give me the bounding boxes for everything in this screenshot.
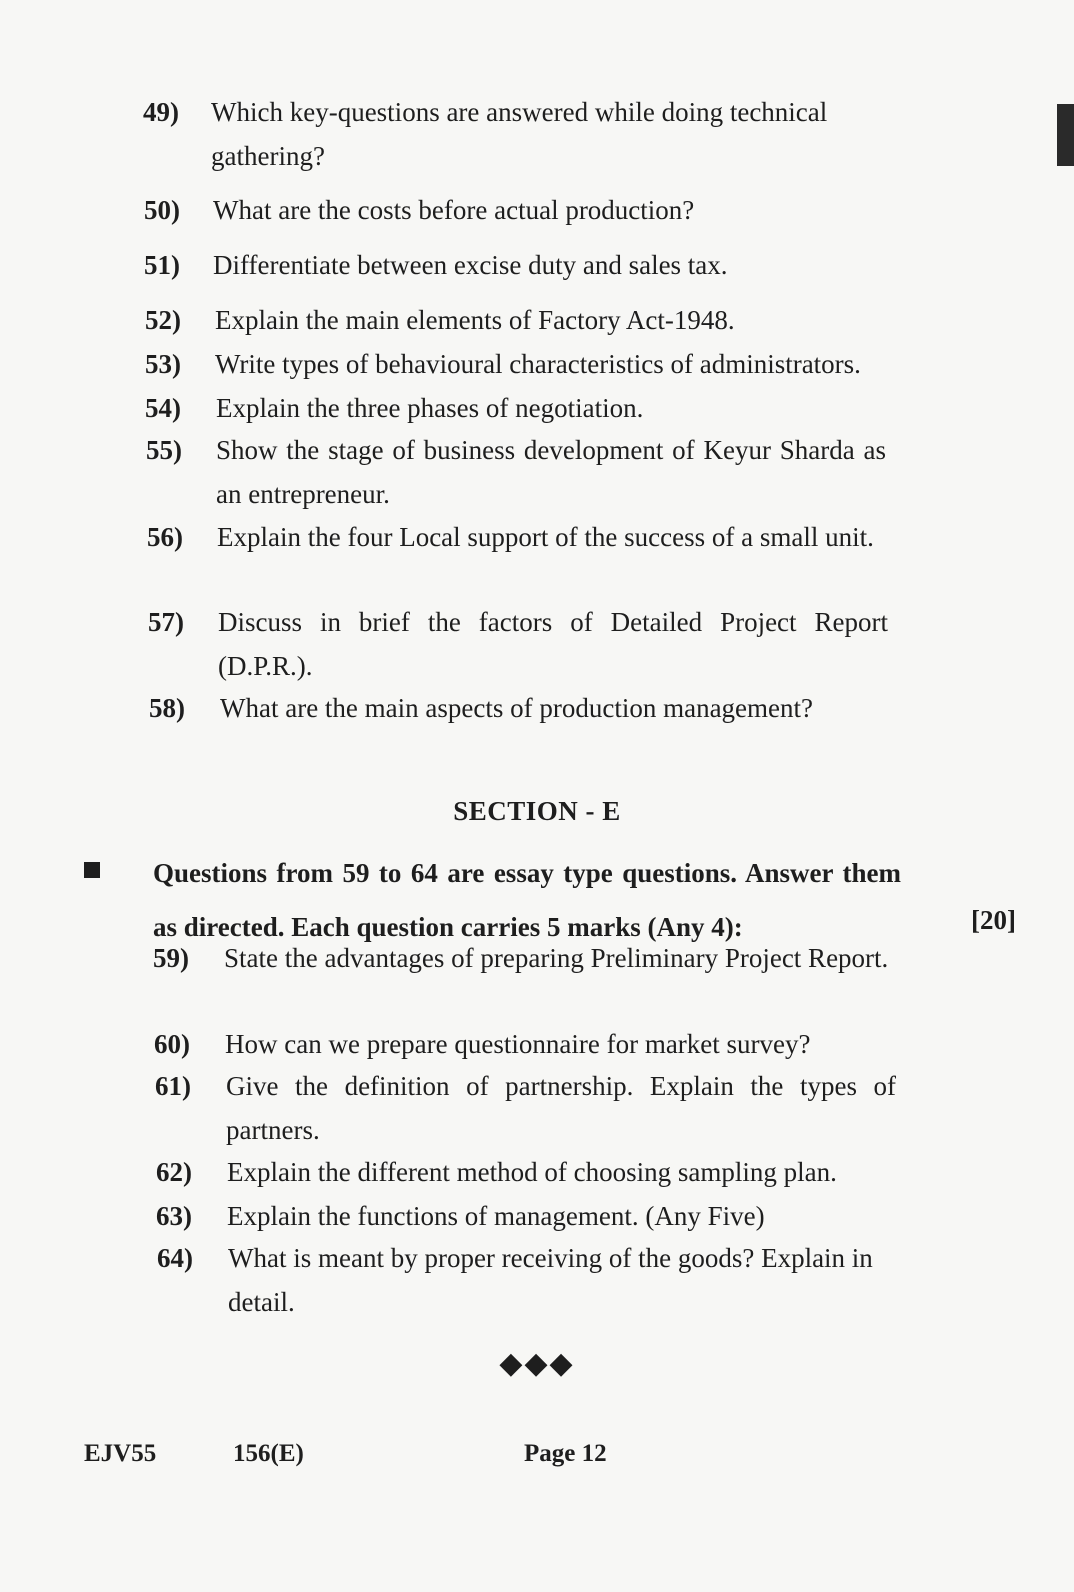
question-number: 54) (145, 393, 181, 423)
question-number: 64) (157, 1243, 193, 1273)
question-number: 52) (145, 305, 181, 335)
section-title: SECTION - E (453, 796, 621, 826)
question-number: 63) (156, 1201, 192, 1231)
question-text: What is meant by proper receiving of the goods? Explain in detail. (228, 1243, 873, 1317)
question-number: 55) (146, 435, 182, 465)
question-text: Show the stage of business development of Keyur Sharda as an entrepreneur. (216, 435, 886, 509)
question-text: What are the main aspects of production management? (220, 693, 814, 723)
question-text: Discuss in brief the factors of Detailed Project Report (D.P.R.). (218, 607, 888, 681)
footer-paper-number: 156(E) (233, 1440, 304, 1467)
question-number: 53) (145, 349, 181, 379)
question-number: 59) (153, 943, 189, 973)
question-text: Explain the different method of choosing sampling plan. (227, 1157, 837, 1187)
section-instruction: Questions from 59 to 64 are essay type questions. Answer them as directed. Each question carries 5 marks (Any 4): (153, 858, 901, 942)
question-number: 51) (144, 250, 180, 280)
question-text: Differentiate between excise duty and sales tax. (213, 250, 728, 280)
question-text: Explain the three phases of negotiation. (216, 393, 644, 423)
question-number: 50) (144, 195, 180, 225)
question-text: Give the definition of partnership. Explain the types of partners. (226, 1071, 896, 1145)
question-number: 49) (143, 97, 179, 127)
edge-marker (1057, 104, 1074, 166)
question-text: Which key-questions are answered while doing technical gathering? (211, 97, 828, 171)
section-marks: [20] (971, 905, 1016, 935)
question-number: 61) (155, 1071, 191, 1101)
question-text: State the advantages of preparing Preliminary Project Report. (224, 943, 889, 973)
question-number: 57) (148, 607, 184, 637)
question-number: 56) (147, 522, 183, 552)
question-text: Write types of behavioural characteristics of administrators. (215, 349, 861, 379)
bullet-square-icon (84, 862, 100, 878)
footer-page-number: Page 12 (524, 1440, 607, 1467)
question-number: 62) (156, 1157, 192, 1187)
question-text: How can we prepare questionnaire for market survey? (225, 1029, 811, 1059)
footer-code: EJV55 (84, 1440, 157, 1467)
question-text: What are the costs before actual production? (213, 195, 695, 225)
question-text: Explain the main elements of Factory Act-1948. (215, 305, 735, 335)
question-number: 58) (149, 693, 185, 723)
question-text: Explain the functions of management. (Any Five) (227, 1201, 765, 1231)
end-mark: ◆◆◆ (499, 1347, 575, 1380)
question-text: Explain the four Local support of the success of a small unit. (217, 522, 874, 552)
question-number: 60) (154, 1029, 190, 1059)
